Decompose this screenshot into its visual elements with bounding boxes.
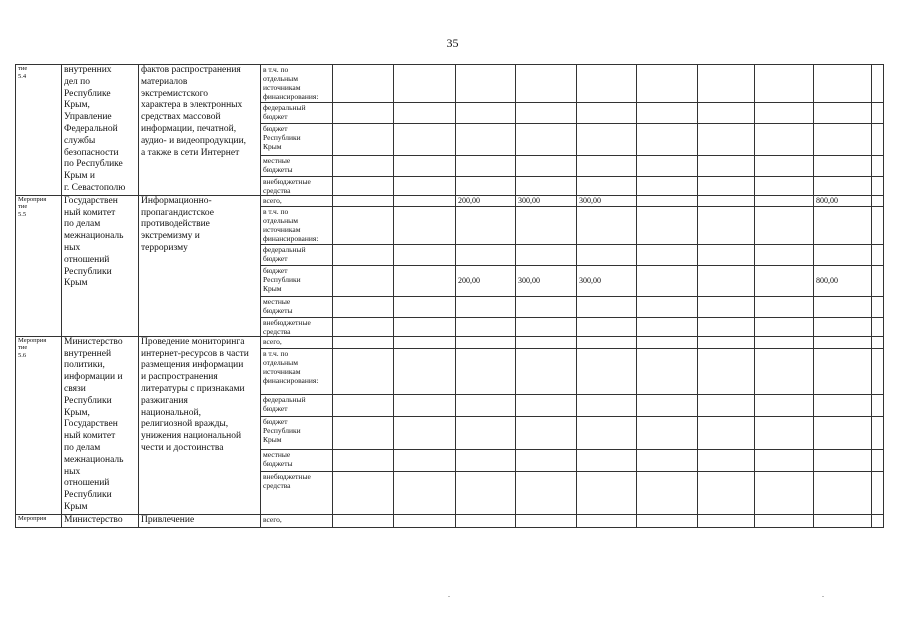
- funding-source-cell: федеральный бюджет: [261, 395, 333, 417]
- amount-cell: [698, 395, 755, 417]
- amount-cell: [394, 417, 456, 450]
- amount-cell: 200,00: [456, 265, 516, 296]
- amount-cell: [698, 296, 755, 317]
- amount-cell: [872, 176, 884, 195]
- amount-cell: [872, 395, 884, 417]
- amount-cell: [394, 317, 456, 336]
- amount-cell: [872, 450, 884, 472]
- amount-cell: [637, 176, 698, 195]
- amount-cell: [637, 472, 698, 514]
- amount-cell: [577, 155, 637, 176]
- funding-source-cell: всего,: [261, 514, 333, 527]
- amount-cell: [577, 296, 637, 317]
- amount-cell: [698, 349, 755, 395]
- amount-cell: [456, 336, 516, 349]
- amount-cell: [698, 206, 755, 244]
- amount-cell: [456, 206, 516, 244]
- amount-cell: [516, 296, 577, 317]
- amount-cell: [698, 514, 755, 527]
- amount-cell: [456, 472, 516, 514]
- amount-cell: [516, 317, 577, 336]
- amount-cell: [814, 244, 872, 265]
- amount-cell: [516, 155, 577, 176]
- amount-cell: [814, 395, 872, 417]
- measure-code-cell: Мероприя тие 5.6: [16, 336, 62, 514]
- amount-cell: [814, 336, 872, 349]
- funding-source-cell: местные бюджеты: [261, 155, 333, 176]
- budget-table: [15, 64, 884, 528]
- amount-cell: 200,00: [456, 195, 516, 206]
- amount-cell: [637, 336, 698, 349]
- amount-cell: [637, 195, 698, 206]
- funding-source-cell: федеральный бюджет: [261, 103, 333, 124]
- amount-cell: [516, 244, 577, 265]
- amount-cell: [333, 450, 394, 472]
- amount-cell: [755, 206, 814, 244]
- amount-cell: [698, 450, 755, 472]
- amount-cell: [394, 124, 456, 155]
- amount-cell: [755, 417, 814, 450]
- funding-source-cell: в т.ч. по отдельным источникам финансирования:: [261, 349, 333, 395]
- amount-cell: [637, 417, 698, 450]
- amount-cell: [755, 176, 814, 195]
- amount-cell: [516, 450, 577, 472]
- amount-cell: [394, 514, 456, 527]
- table-row: [16, 336, 884, 349]
- executor-cell: Государствен ный комитет по делам межнациональ ных отношений Республики Крым: [62, 195, 139, 336]
- amount-cell: [755, 155, 814, 176]
- table-row: [16, 514, 884, 527]
- amount-cell: [755, 103, 814, 124]
- amount-cell: [456, 65, 516, 103]
- measure-name-cell: Привлечение: [139, 514, 261, 527]
- amount-cell: [814, 349, 872, 395]
- amount-cell: [394, 336, 456, 349]
- amount-cell: [872, 103, 884, 124]
- funding-source-cell: федеральный бюджет: [261, 244, 333, 265]
- amount-cell: [516, 514, 577, 527]
- amount-cell: [394, 296, 456, 317]
- amount-cell: [755, 336, 814, 349]
- amount-cell: [456, 124, 516, 155]
- amount-cell: [456, 244, 516, 265]
- funding-source-cell: внебюджетные средства: [261, 472, 333, 514]
- amount-cell: [394, 472, 456, 514]
- amount-cell: [333, 349, 394, 395]
- funding-source-cell: бюджет Республики Крым: [261, 265, 333, 296]
- amount-cell: [333, 265, 394, 296]
- amount-cell: [333, 395, 394, 417]
- amount-cell: [333, 317, 394, 336]
- amount-cell: [637, 155, 698, 176]
- amount-cell: [456, 155, 516, 176]
- amount-cell: 800,00: [814, 195, 872, 206]
- amount-cell: [755, 296, 814, 317]
- amount-cell: [394, 103, 456, 124]
- amount-cell: [456, 395, 516, 417]
- funding-source-cell: местные бюджеты: [261, 450, 333, 472]
- amount-cell: [872, 244, 884, 265]
- executor-cell: Министерство внутренней политики, информации и связи Республики Крым, Государствен ный комитет по делам межнациональ ных отношений Республики Крым: [62, 336, 139, 514]
- amount-cell: [814, 514, 872, 527]
- amount-cell: [637, 206, 698, 244]
- amount-cell: [637, 317, 698, 336]
- amount-cell: [516, 336, 577, 349]
- measure-name-cell: Информационно- пропагандистское противодействие экстремизму и терроризму: [139, 195, 261, 336]
- amount-cell: [872, 296, 884, 317]
- amount-cell: [577, 450, 637, 472]
- amount-cell: [755, 65, 814, 103]
- amount-cell: [755, 265, 814, 296]
- amount-cell: [456, 296, 516, 317]
- measure-code-cell: Мероприя: [16, 514, 62, 527]
- amount-cell: [456, 176, 516, 195]
- amount-cell: [516, 176, 577, 195]
- amount-cell: [394, 450, 456, 472]
- amount-cell: [516, 103, 577, 124]
- amount-cell: [814, 65, 872, 103]
- amount-cell: [456, 349, 516, 395]
- amount-cell: [698, 124, 755, 155]
- amount-cell: [872, 349, 884, 395]
- amount-cell: [333, 65, 394, 103]
- amount-cell: [872, 317, 884, 336]
- amount-cell: [872, 265, 884, 296]
- amount-cell: [698, 317, 755, 336]
- amount-cell: [577, 317, 637, 336]
- amount-cell: [637, 450, 698, 472]
- funding-source-cell: бюджет Республики Крым: [261, 417, 333, 450]
- amount-cell: [637, 265, 698, 296]
- amount-cell: [814, 450, 872, 472]
- funding-source-cell: в т.ч. по отдельным источникам финансирования:: [261, 65, 333, 103]
- amount-cell: [698, 336, 755, 349]
- amount-cell: [577, 514, 637, 527]
- amount-cell: [872, 155, 884, 176]
- amount-cell: [577, 176, 637, 195]
- amount-cell: [755, 349, 814, 395]
- amount-cell: [516, 124, 577, 155]
- amount-cell: [333, 417, 394, 450]
- amount-cell: [333, 336, 394, 349]
- amount-cell: [755, 124, 814, 155]
- amount-cell: [394, 206, 456, 244]
- amount-cell: [456, 317, 516, 336]
- amount-cell: [577, 349, 637, 395]
- amount-cell: [516, 65, 577, 103]
- measure-code-cell: тие 5.4: [16, 65, 62, 196]
- table-row: [16, 65, 884, 103]
- page-number: 35: [446, 36, 459, 50]
- amount-cell: [333, 155, 394, 176]
- amount-cell: [698, 265, 755, 296]
- amount-cell: 800,00: [814, 265, 872, 296]
- amount-cell: [755, 514, 814, 527]
- amount-cell: [577, 124, 637, 155]
- amount-cell: [394, 395, 456, 417]
- amount-cell: [814, 296, 872, 317]
- table-row: [16, 195, 884, 206]
- amount-cell: [698, 244, 755, 265]
- amount-cell: [333, 176, 394, 195]
- funding-source-cell: внебюджетные средства: [261, 176, 333, 195]
- amount-cell: 300,00: [577, 195, 637, 206]
- amount-cell: [637, 349, 698, 395]
- amount-cell: [698, 472, 755, 514]
- amount-cell: [755, 450, 814, 472]
- amount-cell: [637, 395, 698, 417]
- executor-cell: Министерство: [62, 514, 139, 527]
- funding-source-cell: в т.ч. по отдельным источникам финансирования:: [261, 206, 333, 244]
- amount-cell: [814, 103, 872, 124]
- amount-cell: [814, 317, 872, 336]
- amount-cell: [755, 244, 814, 265]
- amount-cell: [872, 417, 884, 450]
- amount-cell: [577, 417, 637, 450]
- amount-cell: [333, 124, 394, 155]
- amount-cell: [698, 103, 755, 124]
- amount-cell: [394, 176, 456, 195]
- amount-cell: [814, 176, 872, 195]
- amount-cell: [577, 395, 637, 417]
- amount-cell: [577, 472, 637, 514]
- amount-cell: [814, 417, 872, 450]
- amount-cell: [698, 155, 755, 176]
- amount-cell: [333, 514, 394, 527]
- funding-source-cell: бюджет Республики Крым: [261, 124, 333, 155]
- amount-cell: [333, 244, 394, 265]
- amount-cell: [456, 450, 516, 472]
- measure-code-cell: Мероприя тие 5.5: [16, 195, 62, 336]
- amount-cell: [577, 65, 637, 103]
- amount-cell: [872, 514, 884, 527]
- amount-cell: [872, 336, 884, 349]
- amount-cell: [698, 417, 755, 450]
- amount-cell: [637, 103, 698, 124]
- amount-cell: [456, 514, 516, 527]
- amount-cell: [872, 124, 884, 155]
- funding-source-cell: всего,: [261, 336, 333, 349]
- amount-cell: [872, 65, 884, 103]
- amount-cell: 300,00: [577, 265, 637, 296]
- amount-cell: [516, 349, 577, 395]
- amount-cell: [637, 65, 698, 103]
- amount-cell: [516, 472, 577, 514]
- amount-cell: [637, 514, 698, 527]
- amount-cell: [394, 265, 456, 296]
- amount-cell: [333, 472, 394, 514]
- amount-cell: [698, 195, 755, 206]
- amount-cell: [637, 124, 698, 155]
- measure-name-cell: Проведение мониторинга интернет-ресурсов в части размещения информации и распространения литературы с признаками разжигания национальной, религиозной вражды, унижения национальной чести и достоинства: [139, 336, 261, 514]
- funding-source-cell: местные бюджеты: [261, 296, 333, 317]
- amount-cell: [516, 395, 577, 417]
- amount-cell: [333, 206, 394, 244]
- amount-cell: [333, 195, 394, 206]
- amount-cell: [872, 195, 884, 206]
- amount-cell: [577, 244, 637, 265]
- amount-cell: 300,00: [516, 265, 577, 296]
- amount-cell: [755, 472, 814, 514]
- executor-cell: внутренних дел по Республике Крым, Управление Федеральной службы безопасности по Республике Крым и г. Севастополю: [62, 65, 139, 196]
- amount-cell: [698, 65, 755, 103]
- scan-marks: [0, 596, 905, 600]
- amount-cell: [814, 124, 872, 155]
- amount-cell: [872, 472, 884, 514]
- amount-cell: [814, 206, 872, 244]
- amount-cell: [394, 244, 456, 265]
- amount-cell: [577, 103, 637, 124]
- amount-cell: [394, 349, 456, 395]
- funding-source-cell: внебюджетные средства: [261, 317, 333, 336]
- amount-cell: [872, 206, 884, 244]
- amount-cell: [755, 195, 814, 206]
- amount-cell: [394, 195, 456, 206]
- amount-cell: [456, 417, 516, 450]
- amount-cell: [456, 103, 516, 124]
- amount-cell: [333, 296, 394, 317]
- amount-cell: [637, 296, 698, 317]
- measure-name-cell: фактов распространения материалов экстремистского характера в электронных средствах массовой информации, печатной, аудио- и видеопродукции, а также в сети Интернет: [139, 65, 261, 196]
- amount-cell: [577, 336, 637, 349]
- amount-cell: [814, 155, 872, 176]
- amount-cell: [698, 176, 755, 195]
- amount-cell: [814, 472, 872, 514]
- amount-cell: [577, 206, 637, 244]
- amount-cell: [755, 395, 814, 417]
- amount-cell: [394, 155, 456, 176]
- amount-cell: [333, 103, 394, 124]
- funding-source-cell: всего,: [261, 195, 333, 206]
- amount-cell: [394, 65, 456, 103]
- amount-cell: [516, 417, 577, 450]
- amount-cell: [637, 244, 698, 265]
- amount-cell: [755, 317, 814, 336]
- amount-cell: 300,00: [516, 195, 577, 206]
- amount-cell: [516, 206, 577, 244]
